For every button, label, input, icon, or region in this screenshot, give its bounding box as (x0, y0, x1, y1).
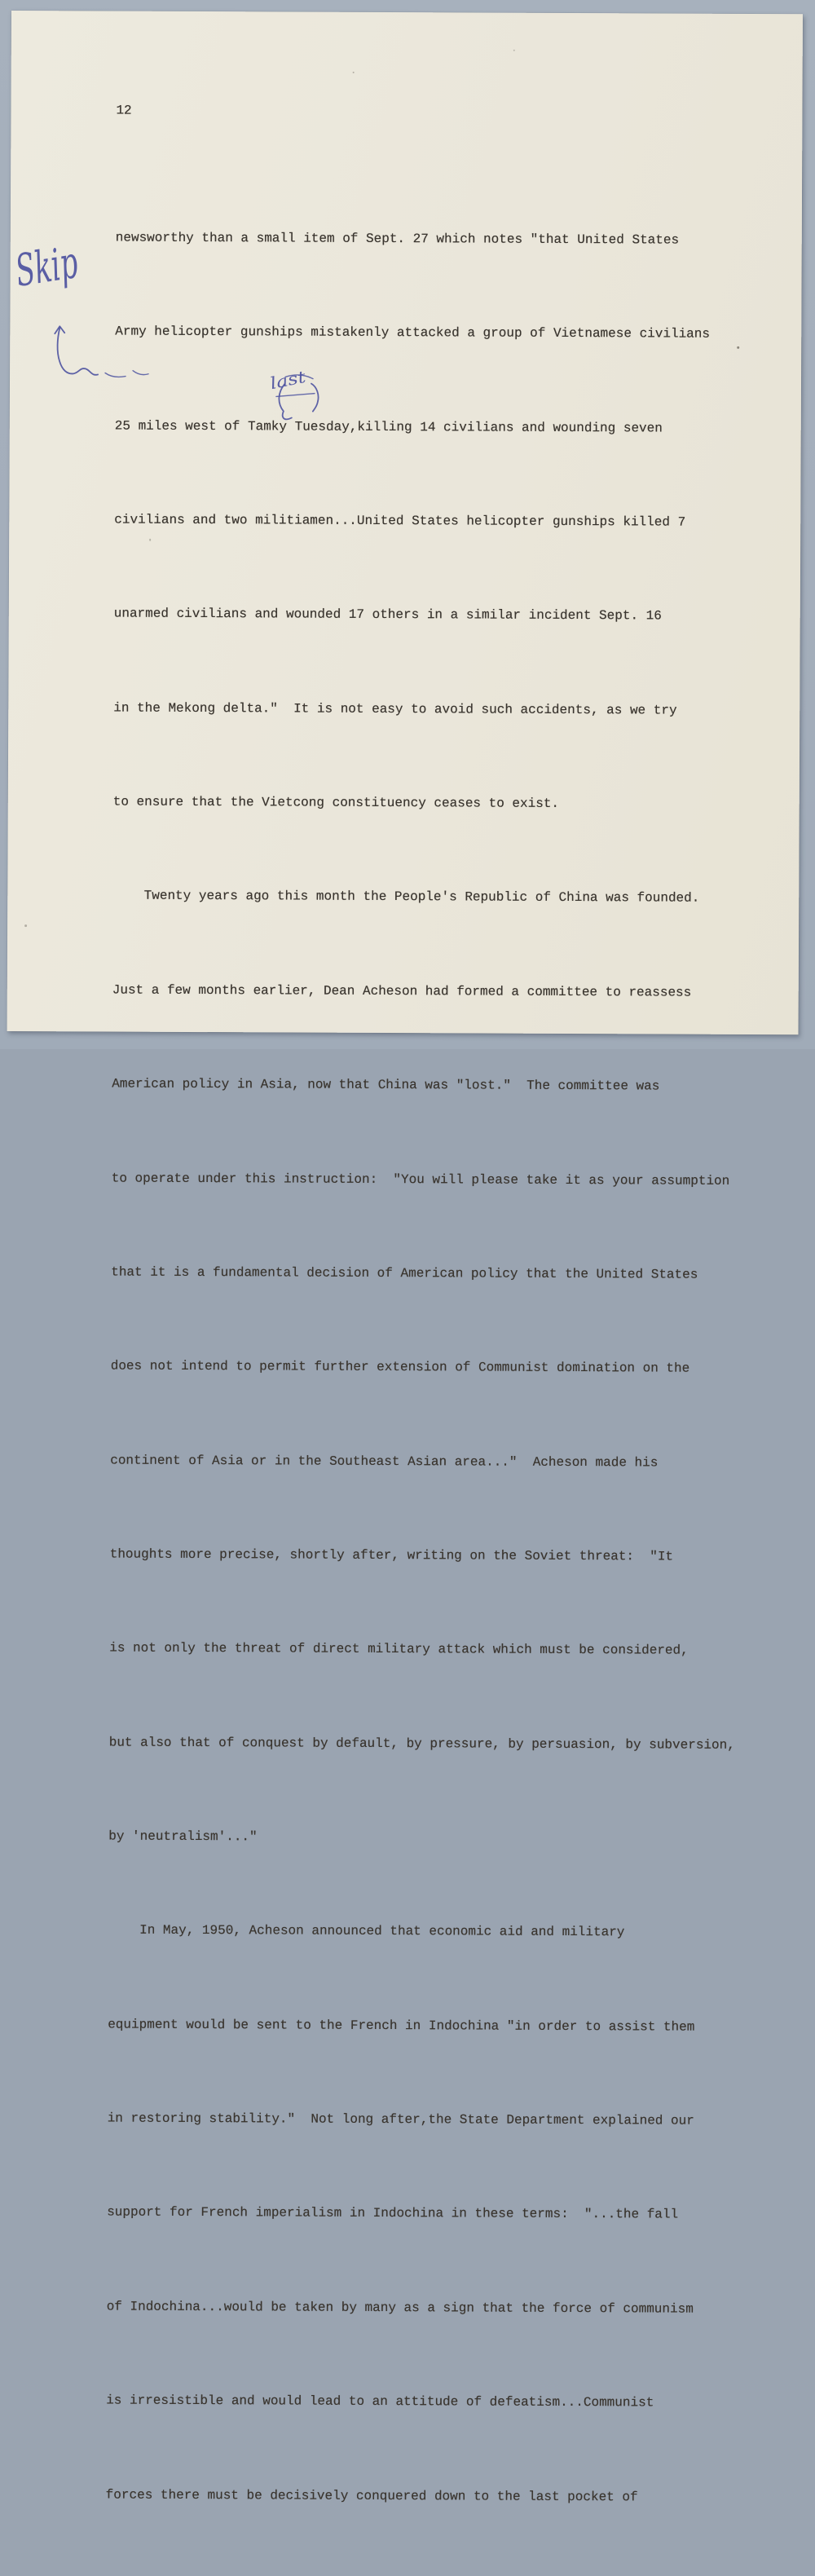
typed-line: in the Mekong delta." It is not easy to avoid such accidents, as we try (113, 700, 677, 718)
typed-line: unarmed civilians and wounded 17 others in a similar incident Sept. 16 (113, 606, 662, 624)
typed-line: does not intend to permit further extension of Communist domination on the (110, 1358, 690, 1376)
typed-line: is irresistible and would lead to an attitude of defeatism...Communist (106, 2393, 654, 2411)
typed-line: American policy in Asia, now that China was "lost." The committee was (112, 1076, 660, 1094)
typed-line: continent of Asia or in the Southeast Asian area..." Acheson made his (110, 1453, 659, 1471)
typed-line: of Indochina...would be taken by many as a sign that the force of communism (106, 2299, 694, 2317)
typed-line: In May, 1950, Acheson announced that economic aid and military (108, 1922, 625, 1940)
typed-line: but also that of conquest by default, by pressure, by persuasion, by subversion, (108, 1735, 735, 1753)
typed-line-with-edit: Twenty years ago this month the People's Republic of China was founded. (112, 888, 700, 906)
margin-arrowhead-mark (55, 326, 64, 333)
typed-line: forces there must be decisively conquered down to the last pocket of (105, 2487, 638, 2504)
typed-line: newsworthy than a small item of Sept. 27 which notes "that United States (115, 230, 680, 248)
typed-line: that it is a fundamental decision of American policy that the United States (111, 1264, 698, 1282)
inline-replacement-text: last (268, 368, 302, 394)
paper-speck (737, 346, 739, 349)
typed-body (105, 160, 768, 2576)
typed-line: support for French imperialism in Indochina in these terms: "...the fall (107, 2204, 679, 2223)
typed-line: Just a few months earlier, Dean Acheson had formed a committee to reassess (112, 982, 692, 1000)
typed-line: by 'neutralism'..." (108, 1828, 258, 1845)
document-page (7, 11, 803, 2504)
typed-line: to ensure that the Vietcong constituency ceases to exist. (112, 794, 560, 812)
typed-line: to operate under this instruction: "You will please take it as your assumption (111, 1171, 730, 1189)
paper-speck (24, 924, 27, 927)
margin-arrow-stroke (57, 328, 98, 375)
margin-note-text: Skip (11, 231, 118, 297)
typed-line: 25 miles west of Tamky Tuesday,killing 14 civilians and wounding seven (114, 418, 663, 436)
paper-speck (353, 72, 355, 73)
typed-line: equipment would be sent to the French in Indochina "in order to assist them (108, 2017, 695, 2035)
typed-line: in restoring stability." Not long after,the State Department explained our (107, 2111, 694, 2128)
typed-line: Army helicopter gunships mistakenly attacked a group of Vietnamese civilians (115, 324, 711, 342)
typed-line: thoughts more precise, shortly after, writing on the Soviet threat: "It (109, 1546, 674, 1564)
page-number: 12 (116, 103, 132, 118)
typed-line: is not only the threat of direct military attack which must be considered, (109, 1640, 689, 1658)
paper-speck (149, 539, 151, 541)
typed-line: civilians and two militiamen...United States helicopter gunships killed 7 (114, 512, 686, 530)
paper-speck (513, 50, 515, 51)
